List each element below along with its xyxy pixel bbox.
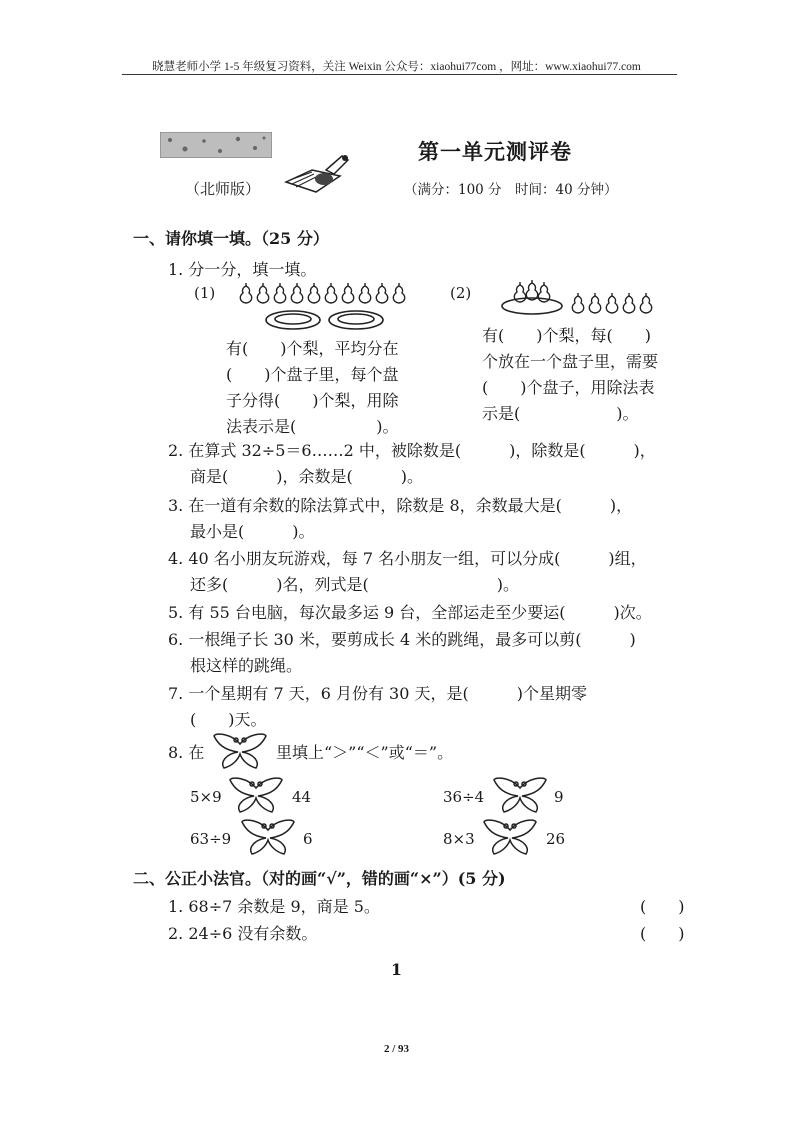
q1-part2-line: 有( )个梨，每( ) [482,326,651,345]
edition-label: （北师版） [185,180,261,198]
page-number: 1 [390,960,403,979]
q8-item-right: 44 [292,788,312,806]
pears-row-icon [238,282,414,304]
q8-item-left: 36÷4 [443,788,485,806]
q8-item-right: 26 [546,830,566,848]
judge-item-text: 1. 68÷7 余数是 9，商是 5。 [168,897,380,916]
q6-line: 根这样的跳绳。 [190,656,303,675]
q2-line: 2. 在算式 32÷5＝6……2 中，被除数是( )，除数是( )， [168,441,656,460]
q8-item-right: 6 [303,830,313,848]
q4-line: 还多( )名，列式是( )。 [190,575,519,594]
q1-part2-line: 个放在一个盘子里，需要 [482,352,659,371]
judge-item-mark: ( ) [640,924,685,943]
butterfly-compare-icon [228,776,284,814]
q5-line: 5. 有 55 台电脑，每次最多运 9 台，全部运走至少要运( )次。 [168,603,652,622]
page-footer: 2 / 93 [383,1043,410,1055]
judge-item-text: 2. 24÷6 没有余数。 [168,924,318,943]
q8-before: 8. 在 [168,743,205,762]
q1-prompt: 1. 分一分，填一填。 [168,260,317,279]
page-header: 晓慧老师小学 1-5 年级复习资料，关注 Weixin 公众号：xiaohui77com ，网址：www.xiaohui77.com [152,61,641,73]
butterfly-compare-icon [240,818,296,856]
q3-line: 最小是( )。 [190,522,315,541]
plates-icon [264,308,386,332]
q1-part1-line: 子分得( )个梨，用除 [226,391,399,410]
q8-after: 里填上“＞”“＜”或“＝”。 [276,743,454,762]
judge-item-mark: ( ) [640,897,685,916]
page-title: 第一单元测评卷 [418,139,572,164]
book-illustration-icon [282,152,352,196]
butterfly-icon [212,732,268,770]
section-1-title: 一、请你填一填。（25 分） [133,229,329,248]
pears-on-plate-icon [500,276,566,316]
q1-part2-label: (2) [450,284,472,302]
q3-line: 3. 在一道有余数的除法算式中，除数是 8，余数最大是( )， [168,496,633,515]
header-rule [122,74,677,75]
q7-line: 7. 一个星期有 7 天，6 月份有 30 天，是( )个星期零 [168,684,587,703]
q1-part1-line: 有( )个梨，平均分在 [226,339,399,358]
q8-item-left: 63÷9 [190,830,232,848]
q2-line: 商是( )，余数是( )。 [190,467,423,486]
pears-group-icon [570,292,660,314]
q1-part1-label: (1) [194,284,216,302]
q4-line: 4. 40 名小朋友玩游戏，每 7 名小朋友一组，可以分成( )组， [168,549,647,568]
q1-part2-line: ( )个盘子，用除法表 [482,378,655,397]
q8-item-left: 5×9 [190,788,222,806]
section-2-title: 二、公正小法官。（对的画“√”，错的画“×”）(5 分) [133,869,506,888]
butterfly-compare-icon [482,818,538,856]
q7-line: ( )天。 [190,710,267,729]
q8-item-right: 9 [554,788,564,806]
q1-part1-line: ( )个盘子里，每个盘 [226,365,399,384]
exam-meta: （满分：100 分 时间：40 分钟） [404,182,618,198]
q1-part1-line: 法表示是( )。 [226,417,399,436]
banner-decoration-icon [160,132,272,158]
q6-line: 6. 一根绳子长 30 米，要剪成长 4 米的跳绳，最多可以剪( ) [168,630,636,649]
butterfly-compare-icon [492,776,548,814]
q1-part2-line: 示是( )。 [482,404,639,423]
q8-item-left: 8×3 [443,830,475,848]
